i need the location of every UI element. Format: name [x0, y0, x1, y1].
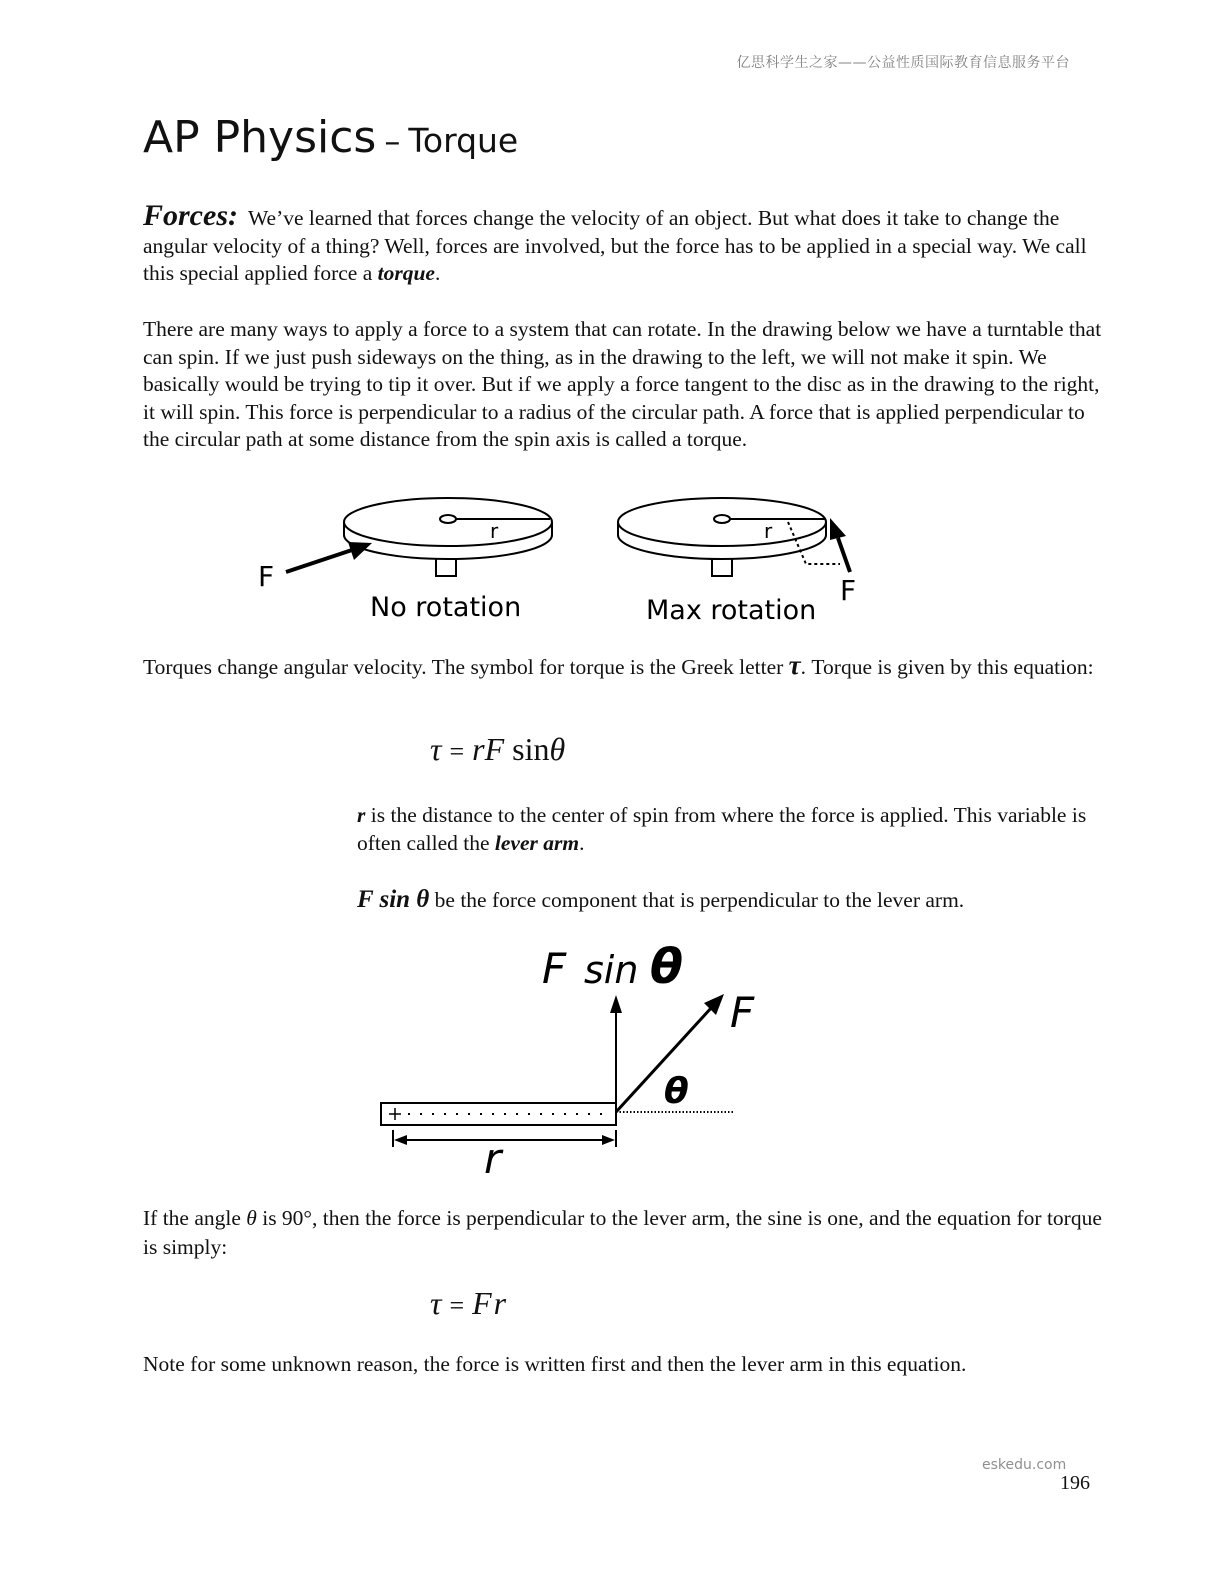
perpendicular-arrow — [610, 995, 622, 1112]
left-radius-label: r — [490, 519, 499, 543]
left-caption: No rotation — [370, 592, 522, 623]
tau-symbol: τ — [788, 650, 801, 680]
right-angle-paragraph — [143, 1204, 1103, 1261]
simple-torque-equation — [430, 1285, 508, 1322]
right-axis-hole — [714, 515, 730, 523]
header-note: 亿思科学生之家——公益性质国际教育信息服务平台 — [736, 55, 1070, 71]
eq2-lhs: τ — [430, 1285, 442, 1321]
perp-label-sin: sin — [584, 948, 639, 992]
left-turntable — [344, 498, 552, 576]
def-r-term: lever arm — [494, 830, 580, 855]
def-fsin-text: be the force component that is perpendicular to the lever arm. — [429, 888, 965, 912]
eq1-rhs-var: rF — [472, 731, 505, 767]
intro-text-1: We’ve learned that forces change the velocity of an object. But what does it take to change the angular velocity of a thing? Well, forces are involved, but the force has to be applied in a special way. We call this special applied force a — [143, 206, 1087, 285]
right-caption: Max rotation — [646, 595, 817, 626]
footer-site: eskedu.com — [982, 1457, 1067, 1473]
page-title — [143, 112, 518, 163]
right-angle-text-1: If the angle — [143, 1206, 247, 1230]
eq1-lhs: τ — [430, 731, 442, 767]
perp-label-theta: θ — [650, 939, 683, 995]
arm-label: r — [484, 1134, 502, 1183]
lever-arm-bar — [381, 1103, 616, 1125]
eq2-equals: = — [449, 1291, 465, 1320]
intro-paragraph — [143, 199, 1103, 288]
title-sub: Torque — [408, 121, 519, 160]
torque-intro-text-2: . Torque is given by this equation: — [800, 655, 1094, 679]
left-axis-hole — [440, 515, 456, 523]
lever-arm-figure — [370, 935, 790, 1185]
right-angle-theta: θ — [246, 1206, 257, 1230]
turntable-figure — [240, 488, 880, 633]
turntable-paragraph: There are many ways to apply a force to a system that can rotate. In the drawing below we have a turntable that can spin. If we just push sideways on the thing, as in the drawing to the left, we will not make it spin. We basically would be trying to tip it over. But if we apply a force tangent to the disc as in the drawing to the right, it will spin. This force is perpendicular to a radius of the circular path. A force that is applied perpendicular to the circular path at some distance from the spin axis is called a torque. — [143, 317, 1102, 451]
perp-label-f: F — [542, 944, 567, 993]
left-force-label: F — [258, 560, 275, 593]
torque-intro-paragraph — [143, 650, 1103, 683]
right-force-label: F — [840, 574, 857, 607]
eq2-rhs: Fr — [472, 1285, 509, 1321]
def-r-text-1: is the distance to the center of spin from where the force is applied. This variable is often called the — [357, 803, 1087, 855]
intro-term: torque — [377, 261, 435, 285]
angle-label: θ — [664, 1071, 689, 1112]
eq1-rhs-fn: sin — [512, 731, 550, 767]
arm-dimension-arrow — [393, 1130, 616, 1147]
def-fsin-var: F sin θ — [357, 886, 430, 913]
eq1-equals: = — [449, 737, 465, 766]
right-turntable — [618, 498, 826, 576]
title-main: AP Physics — [143, 112, 377, 163]
def-r-text-2: . — [579, 830, 585, 855]
intro-lead: Forces: — [143, 199, 238, 232]
torque-equation — [430, 731, 565, 768]
intro-text-2: . — [434, 261, 441, 285]
right-radius-label: r — [764, 519, 773, 543]
note-paragraph: Note for some unknown reason, the force is written first and then the lever arm in this equation. — [143, 1352, 967, 1376]
force-label: F — [730, 988, 755, 1037]
lever-arm-definition — [357, 802, 1097, 857]
right-angle-text-2: is 90°, then the force is perpendicular to the lever arm, the sine is one, and the equation for torque is simply: — [143, 1206, 1102, 1259]
title-dash: – — [384, 122, 401, 160]
page-number: 196 — [1060, 1472, 1090, 1494]
left-force-arrow — [286, 542, 372, 572]
torque-intro-text-1: Torques change angular velocity. The symbol for torque is the Greek letter — [143, 655, 789, 679]
fsin-definition — [357, 886, 1097, 915]
def-r-var: r — [357, 803, 366, 827]
eq1-rhs-angle: θ — [549, 731, 566, 767]
